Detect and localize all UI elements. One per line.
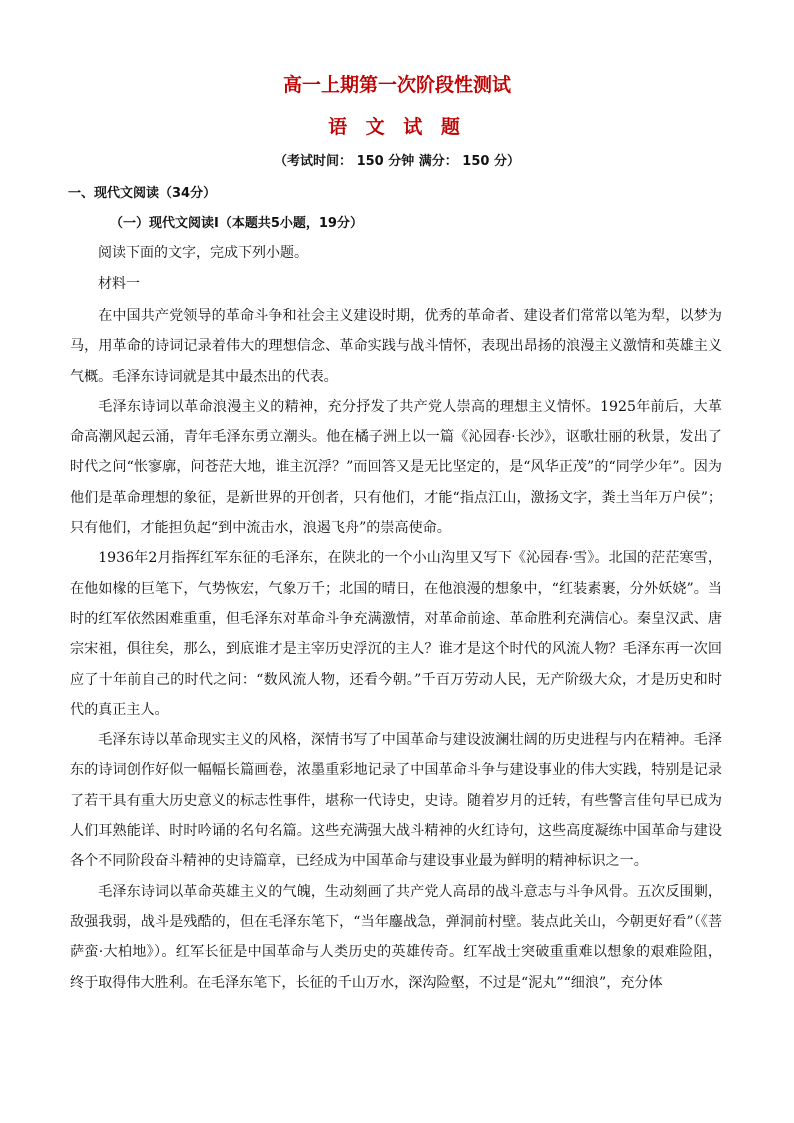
- material-label: 材料一: [98, 276, 140, 292]
- passage-paragraph: 1936年2月指挥红军东征的毛泽东，在陕北的一个小山沟里又写下《沁园春·雪》。北国的茫茫寒雪，在他如椽的巨笔下，气势恢宏，气象万千；北国的晴日，在他浪漫的想象中，“红装素裹，分外妖娆”。当时的红军依然困难重重，但毛泽东对革命斗争充满激情，对革命前途、革命胜利充满信心。秦皇汉武、唐宗宋祖，俱往矣，那么，到底谁才是主宰历史浮沉的主人？谁才是这个时代的风流人物？毛泽东再一次回应了十年前自己的时代之问：“数风流人物，还看今朝。”千百万劳动人民，无产阶级大众，才是历史和时代的真正主人。: [70, 550, 722, 718]
- passage-paragraph: 在中国共产党领导的革命斗争和社会主义建设时期，优秀的革命者、建设者们常常以笔为犁，以梦为马，用革命的诗词记录着伟大的理想信念、革命实践与战斗情怀，表现出昂扬的浪漫主义激情和英雄主义气概。毛泽东诗词就是其中最杰出的代表。: [70, 308, 722, 385]
- document-title: 高一上期第一次阶段性测试: [282, 74, 511, 96]
- reading-passage: [70, 301, 722, 998]
- document-subtitle: 语 文 试 题: [328, 116, 466, 138]
- passage-paragraph: 毛泽东诗词以革命浪漫主义的精神，充分抒发了共产党人崇高的理想主义情怀。1925年前后，大革命高潮风起云涌，青年毛泽东勇立潮头。他在橘子洲上以一篇《沁园春·长沙》，讴歌壮丽的秋景，发出了时代之问“怅寥廓，问苍茫大地，谁主沉浮？”而回答又是无比坚定的，是“风华正茂”的“同学少年”。因为他们是革命理想的象征，是新世界的开创者，只有他们，才能“指点江山，激扬文字，粪土当年万户侯”；只有他们，才能担负起“到中流击水，浪遏飞舟”的崇高使命。: [70, 398, 722, 537]
- passage-paragraph: 毛泽东诗以革命现实主义的风格，深情书写了中国革命与建设波澜壮阔的历史进程与内在精神。毛泽东的诗词创作好似一幅幅长篇画卷，浓墨重彩地记录了中国革命斗争与建设事业的伟大实践，特别是记录了若干具有重大历史意义的标志性事件，堪称一代诗史，史诗。随着岁月的迁转，有些警言佳句早已成为人们耳熟能详、时时吟诵的名句名篇。这些充满强大战斗精神的火红诗句，这些高度凝练中国革命与建设各个不同阶段奋斗精神的史诗篇章，已经成为中国革命与建设事业最为鲜明的精神标识之一。: [70, 732, 722, 870]
- sub-section-heading: （一）现代文阅读Ⅰ（本题共5小题，19分）: [110, 216, 363, 231]
- section-heading: 一、现代文阅读（34分）: [68, 186, 217, 201]
- passage-paragraph: 毛泽东诗词以革命英雄主义的气魄，生动刻画了共产党人高昂的战斗意志与斗争风骨。五次反围剿，敌强我弱，战斗是残酷的，但在毛泽东笔下，“当年鏖战急，弹洞前村壁。装点此关山，今朝更好看”（《菩萨蛮·大柏地》）。红军长征是中国革命与人类历史的英雄传奇。红军战士突破重重难以想象的艰难险阻，终于取得伟大胜利。在毛泽东笔下，长征的千山万水，深沟险壑，不过是“泥丸”“细浪”，充分体: [70, 883, 722, 991]
- reading-instruction: 阅读下面的文字，完成下列小题。: [98, 245, 308, 261]
- exam-info: （考试时间： 150 分钟 满分： 150 分）: [274, 154, 520, 169]
